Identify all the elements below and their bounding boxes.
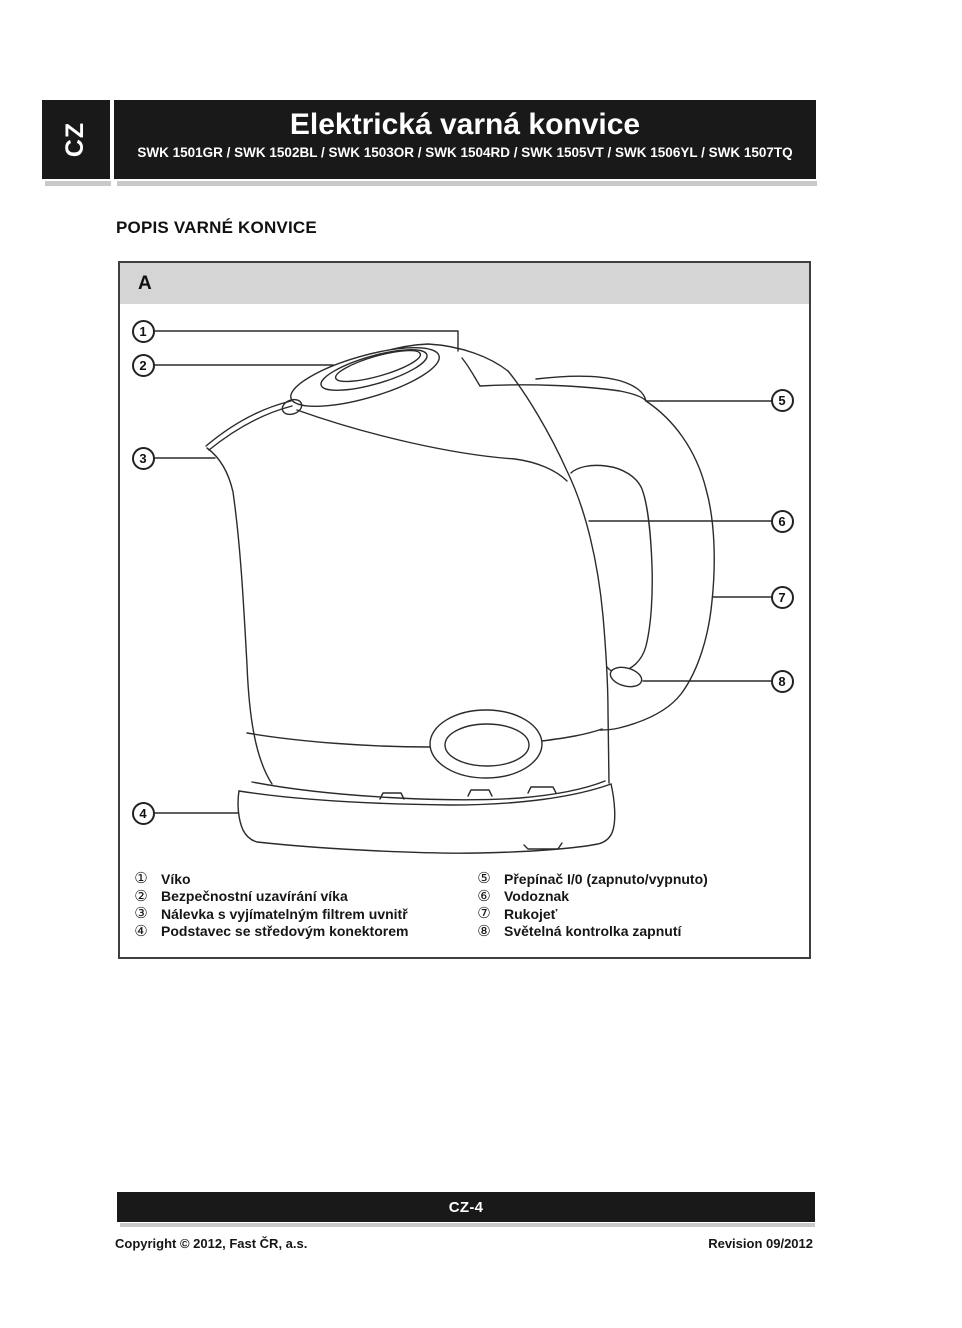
legend-row [472,923,807,941]
legend-column-left [129,870,474,940]
model-list: SWK 1501GR / SWK 1502BL / SWK 1503OR / SWK 1504RD / SWK 1505VT / SWK 1506YL / SWK 1507TQ [137,145,793,160]
callout-marker-1: 1 [132,320,155,343]
callout-marker-2: 2 [132,354,155,377]
legend-label: Rukojeť [504,905,558,922]
legend-row [129,923,474,941]
kettle-outline [206,336,714,854]
legend-label: Světelná kontrolka zapnutí [504,923,682,940]
legend-number: ③ [134,904,148,923]
legend-number: ⑦ [477,904,491,923]
legend-number: ④ [134,921,148,940]
callout-marker-4: 4 [132,802,155,825]
legend-label: Bezpečnostní uzavírání víka [161,888,348,905]
page-number: CZ-4 [448,1198,484,1216]
document-header [114,100,816,179]
legend-row [472,905,807,923]
callout-marker-6: 6 [771,510,794,533]
language-tab [42,100,110,179]
footer-shadow [120,1223,815,1227]
legend-row [129,870,474,888]
legend-row [129,905,474,923]
legend-row [129,888,474,906]
legend-label: Podstavec se středovým konektorem [161,923,409,940]
legend-number: ⑥ [477,886,491,905]
footer-meta [115,1236,813,1251]
header-shadow-main [117,181,817,186]
callout-marker-7: 7 [771,586,794,609]
callout-marker-3: 3 [132,447,155,470]
revision-text: Revision 09/2012 [708,1236,813,1251]
document-title: Elektrická varná konvice [289,108,641,141]
header-shadow-left [45,181,111,186]
section-heading: POPIS VARNÉ KONVICE [116,218,317,237]
legend-number: ① [134,869,148,888]
legend-label: Nálevka s vyjímatelným filtrem uvnitř [161,905,408,922]
legend-row [472,888,807,906]
legend-label: Víko [161,870,191,887]
legend-row [472,870,807,888]
language-tab-label: CZ [61,121,90,158]
legend-label: Vodoznak [504,888,570,905]
panel-label: A [138,272,152,294]
callout-marker-8: 8 [771,670,794,693]
legend-number: ⑤ [477,869,491,888]
callout-marker-5: 5 [771,389,794,412]
copyright-text: Copyright © 2012, Fast ČR, a.s. [115,1236,308,1251]
legend-label: Přepínač I/0 (zapnuto/vypnuto) [504,870,708,887]
legend-column-right [472,870,807,940]
kettle-diagram [120,263,809,957]
legend-number: ② [134,886,148,905]
footer-page-bar [117,1192,815,1222]
legend-number: ⑧ [477,921,491,940]
